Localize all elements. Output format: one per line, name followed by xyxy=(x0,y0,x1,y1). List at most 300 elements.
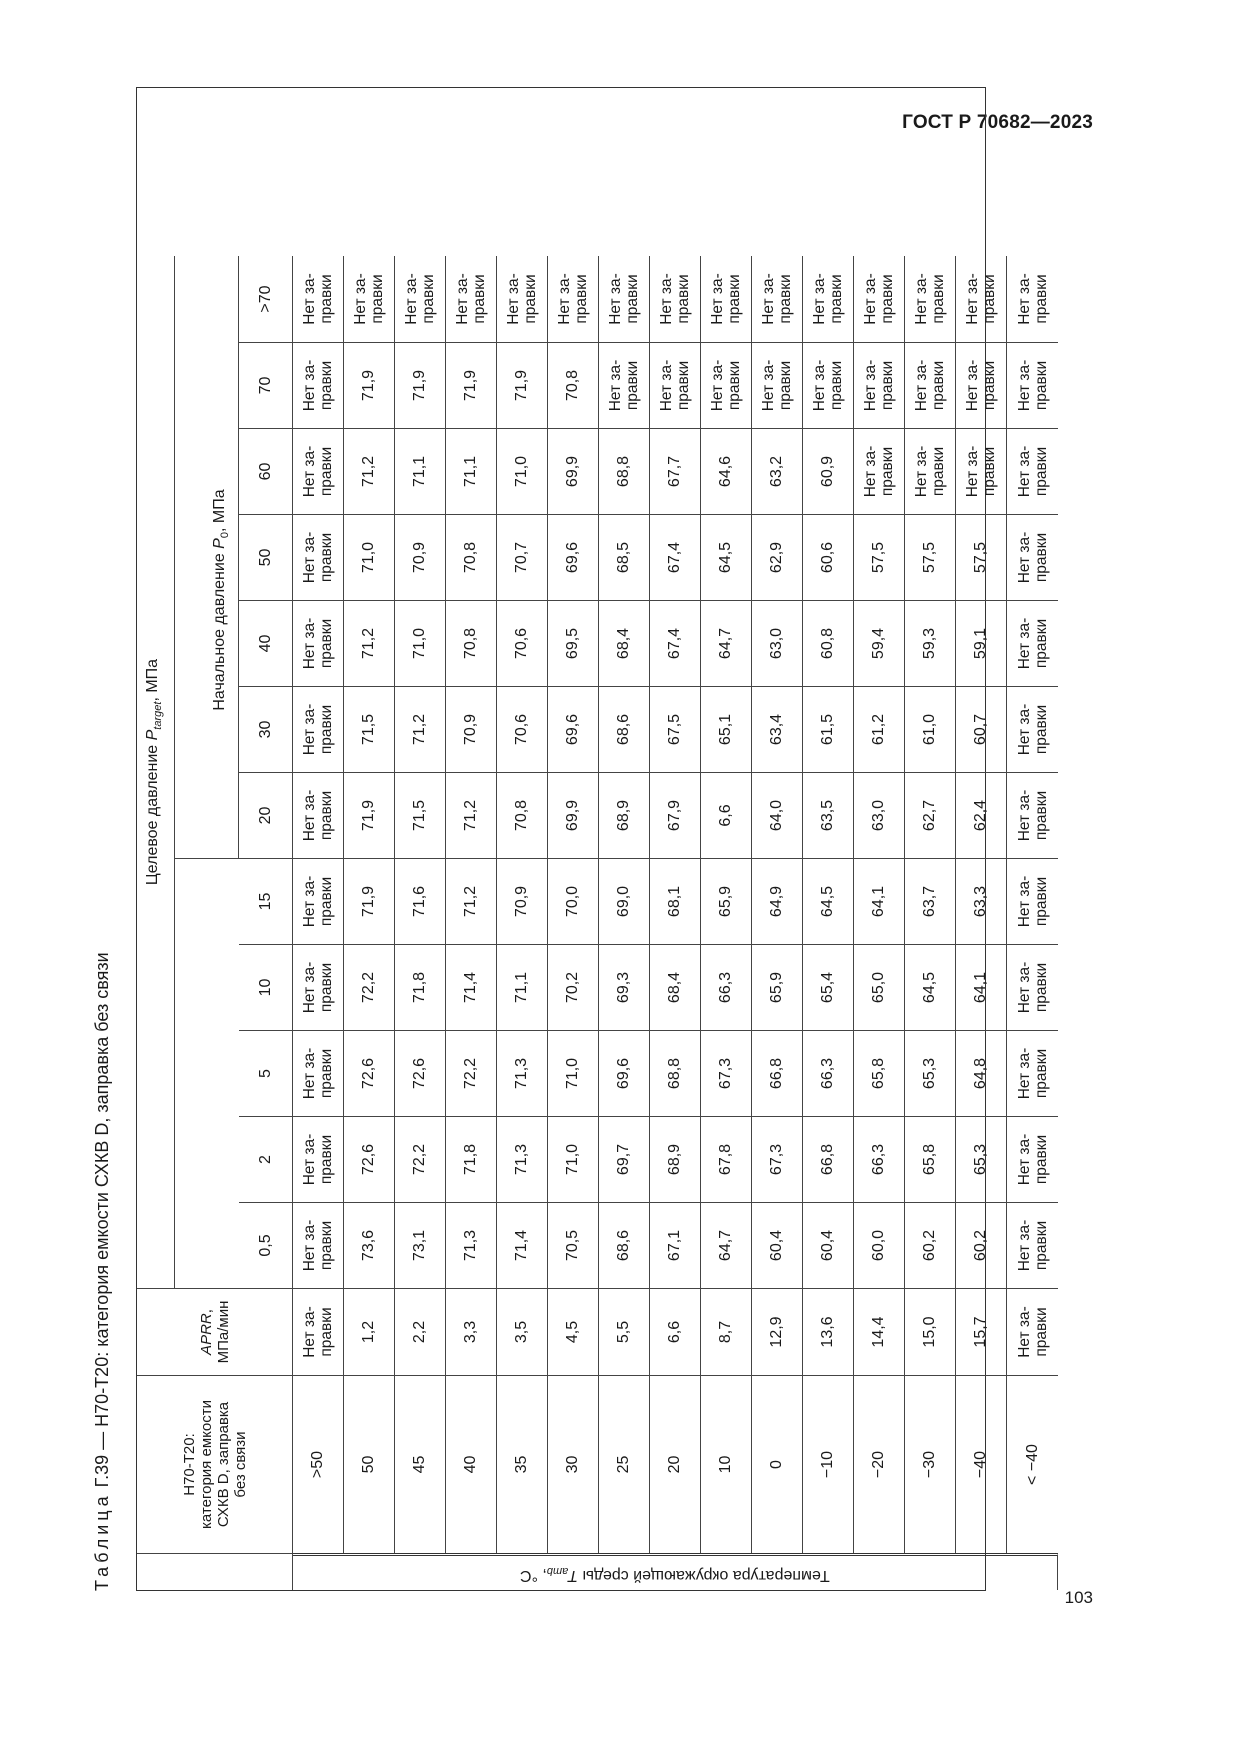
temp-cell: 20 xyxy=(650,1375,701,1553)
value-cell xyxy=(293,772,344,858)
value-cell: 71,9 xyxy=(395,342,446,428)
header-blank-right xyxy=(175,256,239,342)
no-fill-line1: Нет за- xyxy=(862,359,879,412)
value-cell xyxy=(497,256,548,342)
no-fill-line1: Нет за- xyxy=(1015,789,1033,842)
value-cell: 70,6 xyxy=(497,600,548,686)
initial-pressure-header: Начальное давление $P_0$, МПа xyxy=(207,342,239,858)
value-cell: 65,9 xyxy=(701,858,752,944)
no-fill-line1: Нет за- xyxy=(1015,273,1033,325)
value-cell: 66,3 xyxy=(701,944,752,1030)
value-cell: 71,9 xyxy=(446,342,497,428)
value-cell: 71,5 xyxy=(344,686,395,772)
temp-cell: 45 xyxy=(395,1375,446,1553)
value-cell: 63,7 xyxy=(905,858,956,944)
no-fill-line1: Нет за- xyxy=(352,273,369,325)
no-fill-line2: правки xyxy=(879,274,896,324)
value-cell xyxy=(293,428,344,514)
value-cell: 57,5 xyxy=(905,514,956,600)
aprr-cell: 3,3 xyxy=(446,1288,497,1375)
value-cell: 71,2 xyxy=(446,858,497,944)
value-cell xyxy=(344,256,395,342)
standard-code: ГОСТ Р 70682—2023 xyxy=(902,112,1093,133)
value-cell xyxy=(956,342,1007,428)
no-fill-line2: правки xyxy=(879,446,896,497)
no-fill-line2: правки xyxy=(369,274,386,324)
value-cell: 67,8 xyxy=(701,1116,752,1202)
no-fill-line2: правки xyxy=(777,274,794,324)
value-cell xyxy=(1007,514,1058,600)
ambient-temp-axis-label: Температура окружающей среды $T_{amb}$, °С xyxy=(520,1564,830,1585)
no-fill-line1: Нет за- xyxy=(301,1047,318,1100)
no-fill-line2: правки xyxy=(318,446,335,497)
value-cell: 64,5 xyxy=(905,944,956,1030)
no-fill-line2: правки xyxy=(318,1134,335,1185)
value-cell xyxy=(1007,944,1058,1030)
value-cell xyxy=(1007,428,1058,514)
value-cell: 62,7 xyxy=(905,772,956,858)
value-cell: 65,0 xyxy=(854,944,905,1030)
value-cell xyxy=(650,256,701,342)
no-fill-line2: правки xyxy=(318,962,335,1013)
value-cell: 61,2 xyxy=(854,686,905,772)
value-cell: 65,4 xyxy=(803,944,854,1030)
no-fill-line1: Нет за- xyxy=(301,359,318,412)
value-cell: 63,0 xyxy=(752,600,803,686)
no-fill-line2: правки xyxy=(879,360,896,411)
no-fill-line2: правки xyxy=(318,704,335,755)
value-cell: 61,5 xyxy=(803,686,854,772)
no-fill-line1: Нет за- xyxy=(811,359,828,412)
value-cell: 68,4 xyxy=(650,944,701,1030)
value-cell: 65,3 xyxy=(956,1116,1007,1202)
value-cell: 71,8 xyxy=(395,944,446,1030)
value-cell: 64,0 xyxy=(752,772,803,858)
value-cell: 72,6 xyxy=(344,1030,395,1116)
no-fill-line2: правки xyxy=(828,360,845,411)
value-cell xyxy=(803,256,854,342)
value-cell xyxy=(1007,1202,1058,1288)
value-cell: 68,5 xyxy=(599,514,650,600)
value-cell: 71,3 xyxy=(497,1116,548,1202)
value-cell: 64,8 xyxy=(956,1030,1007,1116)
value-cell: 68,8 xyxy=(650,1030,701,1116)
value-cell: 71,4 xyxy=(497,1202,548,1288)
no-fill-line2: правки xyxy=(318,274,335,324)
value-cell: 68,9 xyxy=(599,772,650,858)
value-cell: 61,0 xyxy=(905,686,956,772)
value-cell: 68,8 xyxy=(599,428,650,514)
no-fill-line2: правки xyxy=(318,1048,335,1099)
no-fill-line1: Нет за- xyxy=(1015,875,1033,928)
value-cell: 71,6 xyxy=(395,858,446,944)
value-cell: 71,2 xyxy=(446,772,497,858)
no-fill-line1: Нет за- xyxy=(1015,359,1033,412)
value-cell xyxy=(1007,772,1058,858)
value-cell: 57,5 xyxy=(956,514,1007,600)
aprr-cell xyxy=(293,1288,344,1375)
no-fill-line1: Нет за- xyxy=(301,531,318,584)
temp-cell: < −40 xyxy=(1007,1375,1058,1553)
value-cell: 71,2 xyxy=(344,600,395,686)
value-cell xyxy=(599,342,650,428)
no-fill-line1: Нет за- xyxy=(709,359,726,412)
value-cell: 67,9 xyxy=(650,772,701,858)
value-cell xyxy=(1007,1030,1058,1116)
pressure-col-header: 0,5 xyxy=(239,1202,293,1288)
header-blank-left xyxy=(175,858,239,1288)
no-fill-line2: правки xyxy=(318,876,335,927)
value-cell: 60,9 xyxy=(803,428,854,514)
value-cell: 59,3 xyxy=(905,600,956,686)
value-cell: 65,8 xyxy=(905,1116,956,1202)
no-fill-line1: Нет за- xyxy=(1015,617,1033,670)
value-cell: 6,6 xyxy=(701,772,752,858)
no-fill-line2: правки xyxy=(930,360,947,411)
value-cell: 67,7 xyxy=(650,428,701,514)
no-fill-line2: правки xyxy=(573,274,590,324)
no-fill-line2: правки xyxy=(1032,962,1050,1013)
value-cell: 72,2 xyxy=(344,944,395,1030)
value-cell xyxy=(293,858,344,944)
value-cell: 70,0 xyxy=(548,858,599,944)
no-fill-line2: правки xyxy=(1032,446,1050,497)
value-cell: 64,1 xyxy=(854,858,905,944)
no-fill-line2: правки xyxy=(318,618,335,669)
no-fill-line1: Нет за- xyxy=(862,273,879,325)
no-fill-line1: Нет за- xyxy=(658,273,675,325)
pressure-col-header: 15 xyxy=(239,858,293,944)
no-fill-line2: правки xyxy=(1032,360,1050,411)
no-fill-line1: Нет за- xyxy=(1015,1219,1033,1272)
value-cell: 70,6 xyxy=(497,686,548,772)
no-fill-line1: Нет за- xyxy=(301,273,318,325)
value-cell xyxy=(548,256,599,342)
value-cell: 71,3 xyxy=(446,1202,497,1288)
value-cell xyxy=(956,256,1007,342)
no-fill-line2: правки xyxy=(1032,1220,1050,1271)
no-fill-line1: Нет за- xyxy=(811,273,828,325)
pressure-col-header: 70 xyxy=(239,342,293,428)
caption-text: Г.39 — Н70-Т20: категория емкости СХКВ D, заправка без связи xyxy=(92,952,112,1488)
value-cell xyxy=(599,256,650,342)
value-cell: 67,1 xyxy=(650,1202,701,1288)
aprr-cell: 13,6 xyxy=(803,1288,854,1375)
value-cell: 60,2 xyxy=(905,1202,956,1288)
no-fill-line1: Нет за- xyxy=(301,1133,318,1186)
value-cell: 68,6 xyxy=(599,1202,650,1288)
aprr-cell: 5,5 xyxy=(599,1288,650,1375)
aprr-cell: 3,5 xyxy=(497,1288,548,1375)
aprr-cell: 2,2 xyxy=(395,1288,446,1375)
no-fill-line2: правки xyxy=(930,274,947,324)
value-cell: 63,5 xyxy=(803,772,854,858)
value-cell: 60,7 xyxy=(956,686,1007,772)
value-cell: 73,6 xyxy=(344,1202,395,1288)
no-fill-line1: Нет за- xyxy=(301,617,318,670)
pressure-col-header: 60 xyxy=(239,428,293,514)
value-cell xyxy=(752,342,803,428)
aprr-cell: 1,2 xyxy=(344,1288,395,1375)
value-cell: 71,9 xyxy=(344,858,395,944)
temp-cell: >50 xyxy=(293,1375,344,1553)
value-cell xyxy=(293,1116,344,1202)
value-cell xyxy=(650,342,701,428)
value-cell: 65,9 xyxy=(752,944,803,1030)
value-cell: 71,9 xyxy=(344,342,395,428)
value-cell: 70,8 xyxy=(497,772,548,858)
value-cell: 70,9 xyxy=(446,686,497,772)
value-cell: 70,7 xyxy=(497,514,548,600)
aprr-cell xyxy=(1007,1288,1058,1375)
aprr-cell: 15,0 xyxy=(905,1288,956,1375)
value-cell: 69,9 xyxy=(548,772,599,858)
value-cell: 67,5 xyxy=(650,686,701,772)
temp-cell: −30 xyxy=(905,1375,956,1553)
value-cell: 69,6 xyxy=(599,1030,650,1116)
no-fill-line2: правки xyxy=(1032,876,1050,927)
no-fill-line2: правки xyxy=(1032,274,1050,324)
table-caption xyxy=(82,952,122,1591)
value-cell xyxy=(854,342,905,428)
pressure-col-header: 10 xyxy=(239,944,293,1030)
no-fill-line2: правки xyxy=(471,274,488,324)
no-fill-line2: правки xyxy=(318,1307,335,1357)
value-cell xyxy=(293,256,344,342)
value-cell: 69,9 xyxy=(548,428,599,514)
value-cell: 65,8 xyxy=(854,1030,905,1116)
value-cell xyxy=(1007,686,1058,772)
value-cell xyxy=(1007,1116,1058,1202)
value-cell: 68,6 xyxy=(599,686,650,772)
value-cell: 64,6 xyxy=(701,428,752,514)
corner-empty-cell xyxy=(137,1553,293,1590)
no-fill-line2: правки xyxy=(726,274,743,324)
value-cell: 72,6 xyxy=(395,1030,446,1116)
value-cell: 68,1 xyxy=(650,858,701,944)
no-fill-line1: Нет за- xyxy=(607,273,624,325)
no-fill-line1: Нет за- xyxy=(760,273,777,325)
value-cell xyxy=(293,686,344,772)
no-fill-line1: Нет за- xyxy=(913,273,930,325)
no-fill-line2: правки xyxy=(1032,1048,1050,1099)
no-fill-line2: правки xyxy=(930,446,947,497)
no-fill-line1: Нет за- xyxy=(964,359,981,412)
value-cell xyxy=(854,428,905,514)
no-fill-line2: правки xyxy=(318,1220,335,1271)
no-fill-line2: правки xyxy=(981,446,998,497)
no-fill-line2: правки xyxy=(1032,618,1050,669)
value-cell: 70,5 xyxy=(548,1202,599,1288)
no-fill-line2: правки xyxy=(522,274,539,324)
value-cell: 68,4 xyxy=(599,600,650,686)
no-fill-line2: правки xyxy=(1032,790,1050,841)
value-cell: 67,3 xyxy=(701,1030,752,1116)
no-fill-line1: Нет за- xyxy=(913,445,930,498)
pressure-col-header: 2 xyxy=(239,1116,293,1202)
no-fill-line1: Нет за- xyxy=(964,445,981,498)
no-fill-line1: Нет за- xyxy=(1015,1047,1033,1100)
value-cell: 71,0 xyxy=(395,600,446,686)
value-cell: 64,9 xyxy=(752,858,803,944)
no-fill-line2: правки xyxy=(420,274,437,324)
no-fill-line2: правки xyxy=(828,274,845,324)
header-blank-top xyxy=(175,342,207,858)
value-cell: 70,9 xyxy=(395,514,446,600)
pressure-col-header: 30 xyxy=(239,686,293,772)
value-cell: 66,8 xyxy=(803,1116,854,1202)
aprr-cell: 15,7 xyxy=(956,1288,1007,1375)
no-fill-line2: правки xyxy=(1032,704,1050,755)
no-fill-line2: правки xyxy=(981,274,998,324)
value-cell: 70,8 xyxy=(548,342,599,428)
value-cell xyxy=(446,256,497,342)
no-fill-line1: Нет за- xyxy=(454,273,471,325)
value-cell xyxy=(1007,342,1058,428)
value-cell: 67,3 xyxy=(752,1116,803,1202)
no-fill-line1: Нет за- xyxy=(556,273,573,325)
no-fill-line1: Нет за- xyxy=(1015,445,1033,498)
aprr-header: APRR, МПа/мин xyxy=(137,1288,293,1375)
target-pressure-header: Целевое давление $P_{target}$, МПа xyxy=(137,256,175,1288)
value-cell: 71,2 xyxy=(344,428,395,514)
value-cell: 59,1 xyxy=(956,600,1007,686)
value-cell: 63,4 xyxy=(752,686,803,772)
value-cell xyxy=(701,342,752,428)
value-cell: 73,1 xyxy=(395,1202,446,1288)
value-cell: 70,9 xyxy=(497,858,548,944)
value-cell: 69,6 xyxy=(548,514,599,600)
value-cell: 65,1 xyxy=(701,686,752,772)
value-cell: 71,5 xyxy=(395,772,446,858)
value-cell: 63,0 xyxy=(854,772,905,858)
value-cell xyxy=(1007,600,1058,686)
value-cell: 59,4 xyxy=(854,600,905,686)
value-cell xyxy=(1007,858,1058,944)
value-cell: 64,7 xyxy=(701,600,752,686)
caption-label: Таблица xyxy=(92,1492,112,1591)
temp-cell: 30 xyxy=(548,1375,599,1553)
value-cell xyxy=(905,428,956,514)
value-cell: 72,2 xyxy=(446,1030,497,1116)
pressure-col-header: 5 xyxy=(239,1030,293,1116)
value-cell: 67,4 xyxy=(650,514,701,600)
no-fill-line2: правки xyxy=(318,532,335,583)
value-cell: 69,5 xyxy=(548,600,599,686)
temp-cell: 0 xyxy=(752,1375,803,1553)
value-cell: 60,6 xyxy=(803,514,854,600)
value-cell xyxy=(905,342,956,428)
value-cell: 60,4 xyxy=(803,1202,854,1288)
value-cell xyxy=(293,944,344,1030)
value-cell xyxy=(293,342,344,428)
value-cell: 71,0 xyxy=(548,1116,599,1202)
value-cell: 60,0 xyxy=(854,1202,905,1288)
value-cell: 69,6 xyxy=(548,686,599,772)
no-fill-line2: правки xyxy=(318,790,335,841)
value-cell: 62,4 xyxy=(956,772,1007,858)
value-cell: 71,0 xyxy=(497,428,548,514)
no-fill-line1: Нет за- xyxy=(301,1306,318,1358)
value-cell: 64,1 xyxy=(956,944,1007,1030)
aprr-cell: 14,4 xyxy=(854,1288,905,1375)
value-cell xyxy=(752,256,803,342)
no-fill-line1: Нет за- xyxy=(301,445,318,498)
no-fill-line2: правки xyxy=(981,360,998,411)
value-cell xyxy=(854,256,905,342)
value-cell xyxy=(293,514,344,600)
no-fill-line1: Нет за- xyxy=(1015,1306,1033,1358)
value-cell: 71,8 xyxy=(446,1116,497,1202)
no-fill-line2: правки xyxy=(777,360,794,411)
no-fill-line1: Нет за- xyxy=(403,273,420,325)
value-cell: 71,9 xyxy=(344,772,395,858)
temp-cell: −20 xyxy=(854,1375,905,1553)
no-fill-line1: Нет за- xyxy=(862,445,879,498)
value-cell xyxy=(293,1030,344,1116)
page-number: 103 xyxy=(1064,1588,1093,1607)
no-fill-line2: правки xyxy=(1032,1134,1050,1185)
value-cell: 66,8 xyxy=(752,1030,803,1116)
value-cell: 70,2 xyxy=(548,944,599,1030)
temp-cell: 25 xyxy=(599,1375,650,1553)
value-cell: 64,5 xyxy=(803,858,854,944)
value-cell: 60,8 xyxy=(803,600,854,686)
value-cell: 69,3 xyxy=(599,944,650,1030)
value-cell: 71,1 xyxy=(395,428,446,514)
temp-cell: 10 xyxy=(701,1375,752,1553)
value-cell: 70,8 xyxy=(446,600,497,686)
value-cell: 72,6 xyxy=(344,1116,395,1202)
no-fill-line1: Нет за- xyxy=(607,359,624,412)
no-fill-line1: Нет за- xyxy=(1015,1133,1033,1186)
aprr-cell: 12,9 xyxy=(752,1288,803,1375)
value-cell xyxy=(293,600,344,686)
no-fill-line1: Нет за- xyxy=(301,703,318,756)
value-cell: 63,3 xyxy=(956,858,1007,944)
temp-cell: 35 xyxy=(497,1375,548,1553)
value-cell: 65,3 xyxy=(905,1030,956,1116)
value-cell: 71,4 xyxy=(446,944,497,1030)
value-cell xyxy=(1007,256,1058,342)
value-cell: 69,0 xyxy=(599,858,650,944)
value-cell: 66,3 xyxy=(803,1030,854,1116)
temp-cell: 40 xyxy=(446,1375,497,1553)
no-fill-line1: Нет за- xyxy=(1015,703,1033,756)
temp-cell: −10 xyxy=(803,1375,854,1553)
value-cell: 71,0 xyxy=(548,1030,599,1116)
no-fill-line2: правки xyxy=(726,360,743,411)
value-cell xyxy=(803,342,854,428)
no-fill-line2: правки xyxy=(1032,532,1050,583)
temp-cell: 50 xyxy=(344,1375,395,1553)
no-fill-line2: правки xyxy=(624,274,641,324)
pressure-col-header: 50 xyxy=(239,514,293,600)
no-fill-line1: Нет за- xyxy=(760,359,777,412)
value-cell: 64,5 xyxy=(701,514,752,600)
value-cell: 67,4 xyxy=(650,600,701,686)
no-fill-line1: Нет за- xyxy=(709,273,726,325)
value-cell: 62,9 xyxy=(752,514,803,600)
value-cell: 71,3 xyxy=(497,1030,548,1116)
value-cell: 72,2 xyxy=(395,1116,446,1202)
category-header: Н70-Т20: категория емкости СХКВ D, заправка без связи xyxy=(137,1375,293,1553)
value-cell xyxy=(905,256,956,342)
no-fill-line1: Нет за- xyxy=(964,273,981,325)
no-fill-line2: правки xyxy=(675,360,692,411)
value-cell: 57,5 xyxy=(854,514,905,600)
no-fill-line2: правки xyxy=(624,360,641,411)
